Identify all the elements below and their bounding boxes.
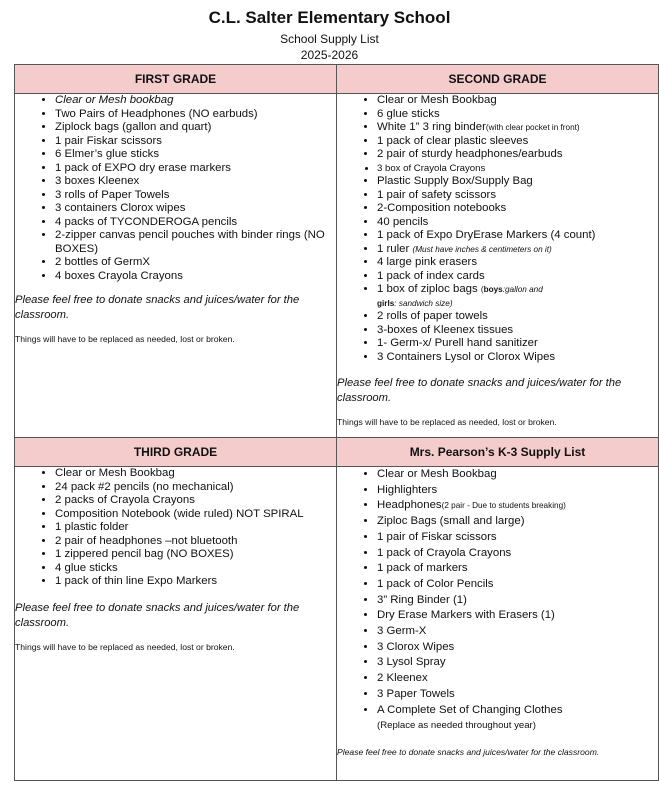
list-item: • Highlighters [377, 483, 658, 499]
list-item: • Composition Notebook (wide ruled) NOT SPIRAL [55, 508, 336, 522]
second-grade-header: SECOND GRADE [337, 65, 659, 94]
list-item: • 3 boxes Kleenex [55, 175, 336, 189]
list-item: • 2-zipper canvas pencil pouches with binder rings (NO BOXES) [55, 229, 336, 256]
list-item: • 1 pack of Color Pencils [377, 577, 658, 593]
list-item: • Dry Erase Markers with Erasers (1) [377, 608, 658, 624]
list-item: • 1 pair of safety scissors [377, 189, 658, 203]
list-item: • Plastic Supply Box/Supply Bag [377, 175, 658, 189]
list-item: • 3 Clorox Wipes [377, 640, 658, 656]
third-grade-header: THIRD GRADE [15, 438, 337, 467]
list-item: • Ziploc Bags (small and large) [377, 514, 658, 530]
list-item: • Headphones(2 pair - Due to students breaking) [377, 498, 658, 514]
third-grade-list [15, 467, 336, 589]
list-item: • 1 pack of EXPO dry erase markers [55, 162, 336, 176]
list-item: • A Complete Set of Changing Clothes (Replace as needed throughout year) [377, 703, 658, 734]
list-item: • 3 box of Crayola Crayons [377, 162, 658, 176]
list-item: • 6 Elmer’s glue sticks [55, 148, 336, 162]
list-item: • 1 plastic folder [55, 521, 336, 535]
list-item: • 3 Germ-X [377, 624, 658, 640]
list-item: • 24 pack #2 pencils (no mechanical) [55, 481, 336, 495]
replacement-note: Things will have to be replaced as needed, lost or broken. [15, 641, 235, 652]
list-item: • 2 pair of headphones –not bluetooth [55, 535, 336, 549]
list-item: • 2-Composition notebooks [377, 202, 658, 216]
donation-note: Please feel free to donate snacks and juices/water for the classroom. [15, 294, 300, 321]
list-item: • 1 pack of thin line Expo Markers [55, 575, 336, 589]
list-item: • 1 pack of index cards [377, 270, 658, 284]
list-item: • 1 pack of clear plastic sleeves [377, 135, 658, 149]
first-grade-header: FIRST GRADE [15, 65, 337, 94]
k3-list [337, 467, 658, 734]
list-title: School Supply List [280, 32, 379, 46]
list-item: • 1 pack of Crayola Crayons [377, 546, 658, 562]
list-item: • Clear or Mesh Bookbag [55, 467, 336, 481]
list-item: • 3 rolls of Paper Towels [55, 189, 336, 203]
list-item: • 1 pair of Fiskar scissors [377, 530, 658, 546]
second-grade-list [337, 94, 658, 364]
first-grade-list [15, 94, 336, 283]
list-item: • 2 packs of Crayola Crayons [55, 494, 336, 508]
list-item: • 4 glue sticks [55, 562, 336, 576]
school-year: 2025-2026 [300, 48, 359, 62]
list-item: • 1 pack of markers [377, 561, 658, 577]
third-grade-cell [15, 467, 337, 781]
list-item: • 3 Paper Towels [377, 687, 658, 703]
list-item: • 2 bottles of GermX [55, 256, 336, 270]
list-item: • Two Pairs of Headphones (NO earbuds) [55, 108, 336, 122]
supply-table [14, 64, 659, 781]
school-name: C.L. Salter Elementary School [208, 8, 451, 27]
list-item: • 2 Kleenex [377, 671, 658, 687]
list-item: • 3 Containers Lysol or Clorox Wipes [377, 351, 658, 365]
list-item: • Clear or Mesh bookbag [55, 94, 336, 108]
list-item: • White 1” 3 ring binder(with clear pocket in front) [377, 121, 658, 135]
list-item: • 6 glue sticks [377, 108, 658, 122]
first-grade-cell [15, 94, 337, 438]
list-item: • 1- Germ-x/ Purell hand sanitizer [377, 337, 658, 351]
list-item: • 1 zippered pencil bag (NO BOXES) [55, 548, 336, 562]
list-item: • Ziplock bags (gallon and quart) [55, 121, 336, 135]
list-item: • 1 ruler (Must have inches & centimeters on it) [377, 243, 658, 257]
replacement-note: Things will have to be replaced as needed, lost or broken. [337, 417, 557, 427]
list-item: • 1 pair Fiskar scissors [55, 135, 336, 149]
list-item: • 2 pair of sturdy headphones/earbuds [377, 148, 658, 162]
list-item: • 3 containers Clorox wipes [55, 202, 336, 216]
list-item: • 2 rolls of paper towels [377, 310, 658, 324]
donation-note: Please feel free to donate snacks and juices/water for the classroom. [15, 601, 300, 629]
list-item: • Clear or Mesh Bookbag [377, 94, 658, 108]
list-item: • 3-boxes of Kleenex tissues [377, 324, 658, 338]
second-grade-cell [337, 94, 659, 438]
list-item: • 3 Lysol Spray [377, 655, 658, 671]
list-item: • 4 packs of TYCONDEROGA pencils [55, 216, 336, 230]
donation-note: Please feel free to donate snacks and juices/water for the classroom. [337, 377, 622, 404]
k3-header: Mrs. Pearson’s K-3 Supply List [337, 438, 659, 467]
replacement-note: Things will have to be replaced as needed, lost or broken. [15, 334, 235, 344]
list-item: • 40 pencils [377, 216, 658, 230]
list-item: • 4 boxes Crayola Crayons [55, 270, 336, 284]
list-item: • 3” Ring Binder (1) [377, 593, 658, 609]
list-item: • 1 pack of Expo DryErase Markers (4 count) [377, 229, 658, 243]
list-item: • 4 large pink erasers [377, 256, 658, 270]
k3-cell [337, 467, 659, 781]
list-item: • Clear or Mesh Bookbag [377, 467, 658, 483]
list-item: • 1 box of ziploc bags (boys:gallon and girls: sandwich size) [377, 283, 658, 310]
donation-note: Please feel free to donate snacks and juices/water for the classroom. [337, 746, 600, 757]
